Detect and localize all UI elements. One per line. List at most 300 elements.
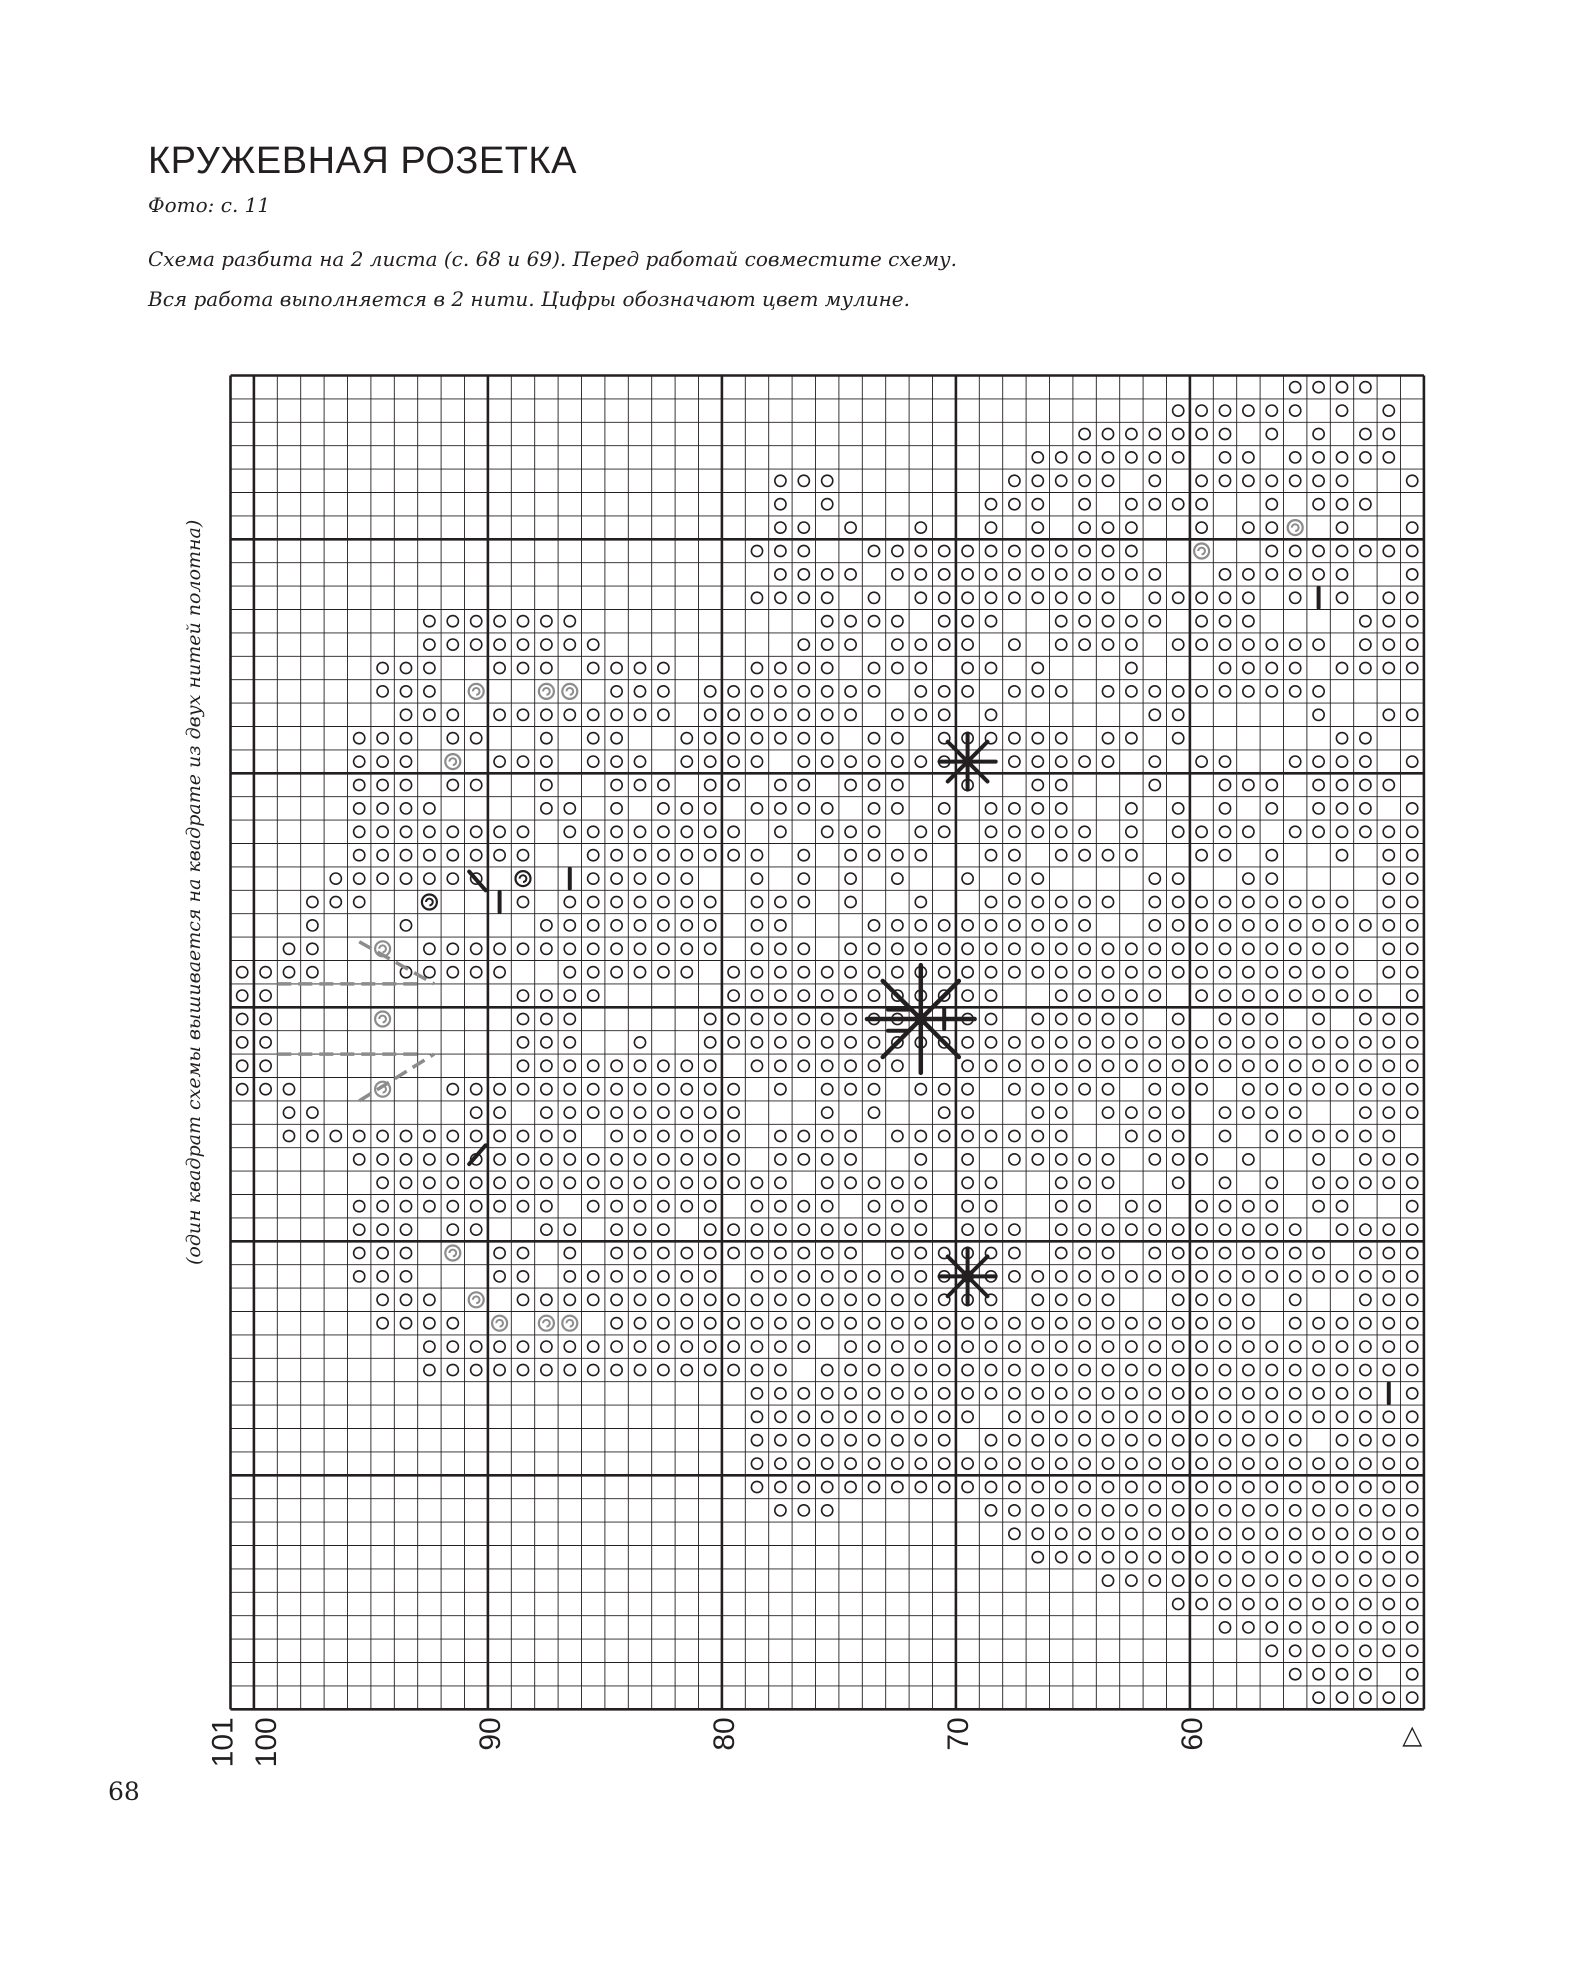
- stitch-circle: [588, 1341, 599, 1352]
- stitch-circle: [962, 1084, 973, 1095]
- stitch-circle: [1266, 1084, 1277, 1095]
- stitch-circle: [1196, 1575, 1207, 1586]
- stitch-circle: [1219, 1622, 1230, 1633]
- stitch-circle: [1407, 920, 1418, 931]
- stitch-circle: [1360, 1388, 1371, 1399]
- stitch-circle: [1102, 592, 1113, 603]
- stitch-circle: [517, 1201, 528, 1212]
- stitch-circle: [1313, 803, 1324, 814]
- stitch-circle: [845, 896, 856, 907]
- stitch-circle: [1336, 1552, 1347, 1563]
- stitch-circle: [1149, 1505, 1160, 1516]
- stitch-circle: [447, 967, 458, 978]
- stitch-circle: [1243, 943, 1254, 954]
- stitch-circle: [1266, 1013, 1277, 1024]
- stitch-circle: [728, 990, 739, 1001]
- stitch-circle: [822, 733, 833, 744]
- stitch-circle: [588, 733, 599, 744]
- stitch-circle: [377, 662, 388, 673]
- stitch-circle: [915, 920, 926, 931]
- stitch-circle: [1056, 1318, 1067, 1329]
- stitch-circle: [798, 545, 809, 556]
- stitch-circle: [775, 967, 786, 978]
- stitch-circle: [1009, 826, 1020, 837]
- stitch-circle: [1336, 756, 1347, 767]
- stitch-circle: [1407, 850, 1418, 861]
- stitch-circle: [985, 1364, 996, 1375]
- stitch-circle: [1290, 569, 1301, 580]
- stitch-circle: [1243, 920, 1254, 931]
- stitch-circle: [1407, 803, 1418, 814]
- stitch-circle: [634, 873, 645, 884]
- stitch-circle: [775, 1037, 786, 1048]
- stitch-circle: [1219, 1528, 1230, 1539]
- stitch-circle: [1126, 1458, 1137, 1469]
- stitch-circle: [541, 803, 552, 814]
- stitch-circle: [541, 1107, 552, 1118]
- stitch-circle: [400, 709, 411, 720]
- stitch-circle: [611, 1060, 622, 1071]
- stitch-circle: [1383, 1598, 1394, 1609]
- stitch-circle: [1126, 1060, 1137, 1071]
- stitch-circle: [1383, 896, 1394, 907]
- stitch-circle: [798, 1481, 809, 1492]
- stitch-circle: [588, 1177, 599, 1188]
- stitch-circle: [424, 1294, 435, 1305]
- stitch-circle: [1126, 1505, 1137, 1516]
- stitch-circle: [1313, 428, 1324, 439]
- stitch-circle: [775, 779, 786, 790]
- stitch-circle: [1290, 1645, 1301, 1656]
- stitch-circle: [985, 1481, 996, 1492]
- stitch-circle: [868, 1435, 879, 1446]
- stitch-circle: [798, 1247, 809, 1258]
- stitch-circle: [1056, 1505, 1067, 1516]
- stitch-circle: [868, 686, 879, 697]
- stitch-circle: [588, 1107, 599, 1118]
- stitch-circle: [1383, 1481, 1394, 1492]
- stitch-circle: [1407, 1669, 1418, 1680]
- stitch-circle: [751, 1318, 762, 1329]
- stitch-circle: [1360, 1107, 1371, 1118]
- stitch-circle: [1196, 1271, 1207, 1282]
- stitch-circle: [705, 1177, 716, 1188]
- stitch-circle: [1173, 1341, 1184, 1352]
- stitch-circle: [1290, 1505, 1301, 1516]
- stitch-circle: [751, 803, 762, 814]
- stitch-circle: [1173, 1060, 1184, 1071]
- stitch-circle: [1243, 1154, 1254, 1165]
- stitch-circle: [751, 1458, 762, 1469]
- stitch-circle: [634, 1060, 645, 1071]
- stitch-circle: [681, 1177, 692, 1188]
- stitch-circle: [1243, 1247, 1254, 1258]
- stitch-circle: [1056, 1037, 1067, 1048]
- stitch-circle: [1056, 639, 1067, 650]
- stitch-circle: [1266, 639, 1277, 650]
- stitch-circle: [1290, 826, 1301, 837]
- stitch-circle: [1336, 1458, 1347, 1469]
- stitch-circle: [1009, 1271, 1020, 1282]
- stitch-circle: [1009, 756, 1020, 767]
- stitch-circle: [1032, 1013, 1043, 1024]
- stitch-circle: [1079, 1388, 1090, 1399]
- stitch-circle: [1266, 428, 1277, 439]
- stitch-circle: [1313, 1154, 1324, 1165]
- gray-spiral-symbol: [469, 684, 484, 699]
- stitch-circle: [798, 1411, 809, 1422]
- stitch-circle: [1079, 1411, 1090, 1422]
- stitch-circle: [822, 475, 833, 486]
- stitch-circle: [1173, 452, 1184, 463]
- stitch-circle: [1056, 592, 1067, 603]
- stitch-circle: [1243, 990, 1254, 1001]
- stitch-circle: [1079, 592, 1090, 603]
- stitch-circle: [915, 639, 926, 650]
- stitch-circle: [1243, 1505, 1254, 1516]
- stitch-circle: [1032, 756, 1043, 767]
- stitch-circle: [1196, 475, 1207, 486]
- stitch-circle: [1102, 1084, 1113, 1095]
- stitch-circle: [1173, 686, 1184, 697]
- stitch-circle: [868, 1294, 879, 1305]
- stitch-circle: [822, 1013, 833, 1024]
- stitch-circle: [1009, 733, 1020, 744]
- stitch-circle: [915, 1224, 926, 1235]
- stitch-circle: [1383, 1645, 1394, 1656]
- stitch-circle: [1266, 545, 1277, 556]
- stitch-circle: [1313, 1318, 1324, 1329]
- stitch-circle: [892, 569, 903, 580]
- stitch-circle: [1243, 1201, 1254, 1212]
- stitch-circle: [658, 779, 669, 790]
- stitch-circle: [1336, 1271, 1347, 1282]
- stitch-circle: [822, 1364, 833, 1375]
- stitch-circle: [1407, 826, 1418, 837]
- stitch-circle: [1290, 662, 1301, 673]
- stitch-circle: [798, 779, 809, 790]
- stitch-circle: [1149, 920, 1160, 931]
- stitch-circle: [798, 1294, 809, 1305]
- stitch-circle: [1243, 1084, 1254, 1095]
- stitch-circle: [845, 779, 856, 790]
- column-label: 60: [1175, 1717, 1209, 1751]
- stitch-circle: [1407, 1084, 1418, 1095]
- stitch-circle: [681, 1271, 692, 1282]
- stitch-circle: [588, 1201, 599, 1212]
- stitch-circle: [1173, 1130, 1184, 1141]
- stitch-circle: [494, 850, 505, 861]
- stitch-circle: [634, 826, 645, 837]
- stitch-circle: [400, 1130, 411, 1141]
- stitch-circle: [962, 1458, 973, 1469]
- stitch-circle: [1009, 1458, 1020, 1469]
- stitch-circle: [1290, 1224, 1301, 1235]
- stitch-circle: [564, 1084, 575, 1095]
- stitch-circle: [283, 967, 294, 978]
- stitch-circle: [1383, 779, 1394, 790]
- stitch-circle: [1009, 1084, 1020, 1095]
- stitch-circle: [1290, 1247, 1301, 1258]
- stitch-circle: [681, 826, 692, 837]
- stitch-circle: [962, 967, 973, 978]
- stitch-circle: [400, 1247, 411, 1258]
- stitch-circle: [1079, 616, 1090, 627]
- stitch-circle: [634, 1341, 645, 1352]
- stitch-circle: [354, 873, 365, 884]
- stitch-circle: [1196, 850, 1207, 861]
- stitch-circle: [868, 1481, 879, 1492]
- stitch-circle: [541, 1060, 552, 1071]
- stitch-circle: [1009, 499, 1020, 510]
- stitch-circle: [1149, 1411, 1160, 1422]
- stitch-circle: [1290, 686, 1301, 697]
- stitch-circle: [751, 1247, 762, 1258]
- stitch-circle: [1126, 686, 1137, 697]
- stitch-circle: [564, 709, 575, 720]
- stitch-circle: [681, 1341, 692, 1352]
- stitch-circle: [471, 826, 482, 837]
- stitch-circle: [1173, 1107, 1184, 1118]
- stitch-circle: [962, 545, 973, 556]
- stitch-circle: [1290, 1598, 1301, 1609]
- stitch-circle: [634, 686, 645, 697]
- stitch-circle: [845, 1084, 856, 1095]
- stitch-circle: [1336, 943, 1347, 954]
- black-spiral-symbol-curl: [426, 899, 433, 906]
- stitch-circle: [845, 1411, 856, 1422]
- stitch-circle: [822, 803, 833, 814]
- stitch-circle: [1383, 428, 1394, 439]
- stitch-circle: [1360, 452, 1371, 463]
- stitch-circle: [1079, 1084, 1090, 1095]
- stitch-circle: [868, 1084, 879, 1095]
- stitch-circle: [1360, 1271, 1371, 1282]
- stitch-circle: [400, 733, 411, 744]
- stitch-circle: [1243, 1013, 1254, 1024]
- stitch-circle: [494, 1247, 505, 1258]
- stitch-circle: [985, 709, 996, 720]
- stitch-circle: [447, 1154, 458, 1165]
- stitch-circle: [1102, 1013, 1113, 1024]
- stitch-circle: [775, 1458, 786, 1469]
- stitch-circle: [471, 733, 482, 744]
- stitch-circle: [564, 1271, 575, 1282]
- stitch-circle: [1079, 1060, 1090, 1071]
- stitch-circle: [1196, 896, 1207, 907]
- stitch-circle: [564, 967, 575, 978]
- stitch-circle: [1173, 405, 1184, 416]
- stitch-circle: [985, 1201, 996, 1212]
- stitch-circle: [1079, 1318, 1090, 1329]
- stitch-circle: [1313, 452, 1324, 463]
- stitch-circle: [1173, 1177, 1184, 1188]
- stitch-circle: [611, 686, 622, 697]
- stitch-circle: [939, 709, 950, 720]
- stitch-circle: [1313, 1575, 1324, 1586]
- stitch-circle: [1196, 943, 1207, 954]
- stitch-circle: [822, 592, 833, 603]
- stitch-circle: [1360, 545, 1371, 556]
- stitch-circle: [705, 1060, 716, 1071]
- stitch-circle: [1219, 1411, 1230, 1422]
- stitch-circle: [494, 1084, 505, 1095]
- stitch-circle: [1196, 1341, 1207, 1352]
- stitch-circle: [1149, 1224, 1160, 1235]
- stitch-circle: [377, 873, 388, 884]
- stitch-circle: [1009, 1481, 1020, 1492]
- stitch-circle: [845, 1364, 856, 1375]
- stitch-circle: [611, 1154, 622, 1165]
- stitch-circle: [1290, 920, 1301, 931]
- stitch-circle: [1219, 1013, 1230, 1024]
- stitch-circle: [985, 1037, 996, 1048]
- stitch-circle: [775, 1084, 786, 1095]
- stitch-circle: [1290, 943, 1301, 954]
- stitch-circle: [1336, 1692, 1347, 1703]
- stitch-circle: [1313, 1013, 1324, 1024]
- stitch-circle: [1149, 499, 1160, 510]
- stitch-circle: [1290, 382, 1301, 393]
- stitch-circle: [868, 990, 879, 1001]
- stitch-circle: [1219, 475, 1230, 486]
- stitch-circle: [1102, 1247, 1113, 1258]
- stitch-circle: [915, 1435, 926, 1446]
- stitch-circle: [1290, 452, 1301, 463]
- stitch-circle: [1102, 896, 1113, 907]
- stitch-circle: [541, 1224, 552, 1235]
- stitch-circle: [1266, 686, 1277, 697]
- stitch-circle: [1313, 779, 1324, 790]
- stitch-circle: [1196, 1247, 1207, 1258]
- stitch-circle: [1173, 1458, 1184, 1469]
- stitch-circle: [1336, 592, 1347, 603]
- stitch-circle: [751, 1060, 762, 1071]
- stitch-circle: [1243, 967, 1254, 978]
- stitch-circle: [1336, 779, 1347, 790]
- stitch-circle: [681, 733, 692, 744]
- stitch-circle: [658, 896, 669, 907]
- stitch-circle: [1407, 896, 1418, 907]
- stitch-circle: [494, 1107, 505, 1118]
- stitch-circle: [1266, 1364, 1277, 1375]
- stitch-circle: [611, 1084, 622, 1095]
- stitch-circle: [705, 850, 716, 861]
- stitch-circle: [915, 1154, 926, 1165]
- stitch-circle: [775, 1388, 786, 1399]
- stitch-circle: [962, 1037, 973, 1048]
- stitch-circle: [1196, 1481, 1207, 1492]
- stitch-circle: [517, 756, 528, 767]
- stitch-circle: [1196, 592, 1207, 603]
- stitch-circle: [915, 850, 926, 861]
- stitch-circle: [1407, 943, 1418, 954]
- stitch-circle: [1079, 428, 1090, 439]
- stitch-circle: [1290, 1435, 1301, 1446]
- stitch-circle: [400, 1294, 411, 1305]
- stitch-circle: [424, 803, 435, 814]
- stitch-circle: [1009, 1505, 1020, 1516]
- stitch-circle: [1032, 943, 1043, 954]
- stitch-circle: [1360, 756, 1371, 767]
- stitch-circle: [751, 756, 762, 767]
- stitch-circle: [1266, 1177, 1277, 1188]
- stitch-circle: [1196, 1435, 1207, 1446]
- stitch-circle: [1407, 1341, 1418, 1352]
- stitch-circle: [1266, 1505, 1277, 1516]
- stitch-circle: [1290, 639, 1301, 650]
- stitch-circle: [1219, 920, 1230, 931]
- stitch-circle: [1360, 1575, 1371, 1586]
- stitch-circle: [1079, 1294, 1090, 1305]
- gray-spiral-symbol-curl: [543, 688, 550, 695]
- page-number: 68: [108, 1777, 140, 1806]
- stitch-circle: [1336, 1201, 1347, 1212]
- stitch-circle: [1313, 1060, 1324, 1071]
- stitch-circle: [354, 733, 365, 744]
- stitch-circle: [822, 1037, 833, 1048]
- stitch-circle: [892, 545, 903, 556]
- stitch-circle: [1102, 1411, 1113, 1422]
- stitch-circle: [1149, 1154, 1160, 1165]
- stitch-circle: [1009, 1318, 1020, 1329]
- stitch-circle: [681, 1130, 692, 1141]
- stitch-circle: [1336, 545, 1347, 556]
- stitch-circle: [1407, 1154, 1418, 1165]
- stitch-circle: [1313, 1645, 1324, 1656]
- stitch-circle: [1149, 686, 1160, 697]
- stitch-circle: [1032, 686, 1043, 697]
- stitch-circle: [892, 1294, 903, 1305]
- stitch-circle: [588, 1294, 599, 1305]
- stitch-circle: [822, 1271, 833, 1282]
- stitch-circle: [705, 1201, 716, 1212]
- page-title: КРУЖЕВНАЯ РОЗЕТКА: [148, 140, 577, 182]
- stitch-circle: [1032, 1294, 1043, 1305]
- stitch-circle: [822, 756, 833, 767]
- stitch-circle: [1336, 1130, 1347, 1141]
- stitch-circle: [1290, 1575, 1301, 1586]
- stitch-circle: [1102, 1458, 1113, 1469]
- stitch-circle: [915, 1177, 926, 1188]
- stitch-circle: [1243, 592, 1254, 603]
- stitch-circle: [1407, 1177, 1418, 1188]
- gray-spiral-symbol: [562, 684, 577, 699]
- stitch-circle: [564, 1060, 575, 1071]
- dashed-backstitch: [359, 942, 434, 984]
- stitch-circle: [962, 873, 973, 884]
- stitch-circle: [1243, 1411, 1254, 1422]
- stitch-circle: [1266, 1622, 1277, 1633]
- stitch-circle: [588, 1154, 599, 1165]
- stitch-circle: [634, 662, 645, 673]
- stitch-circle: [1173, 1013, 1184, 1024]
- stitch-circle: [1243, 405, 1254, 416]
- stitch-circle: [1313, 499, 1324, 510]
- stitch-circle: [1290, 990, 1301, 1001]
- stitch-circle: [1313, 382, 1324, 393]
- stitch-circle: [892, 662, 903, 673]
- stitch-circle: [1196, 1201, 1207, 1212]
- stitch-circle: [845, 826, 856, 837]
- stitch-circle: [868, 1318, 879, 1329]
- stitch-circle: [1009, 1528, 1020, 1539]
- stitch-circle: [634, 1318, 645, 1329]
- stitch-circle: [1383, 1552, 1394, 1563]
- stitch-circle: [775, 1013, 786, 1024]
- stitch-circle: [728, 1341, 739, 1352]
- stitch-circle: [634, 1271, 645, 1282]
